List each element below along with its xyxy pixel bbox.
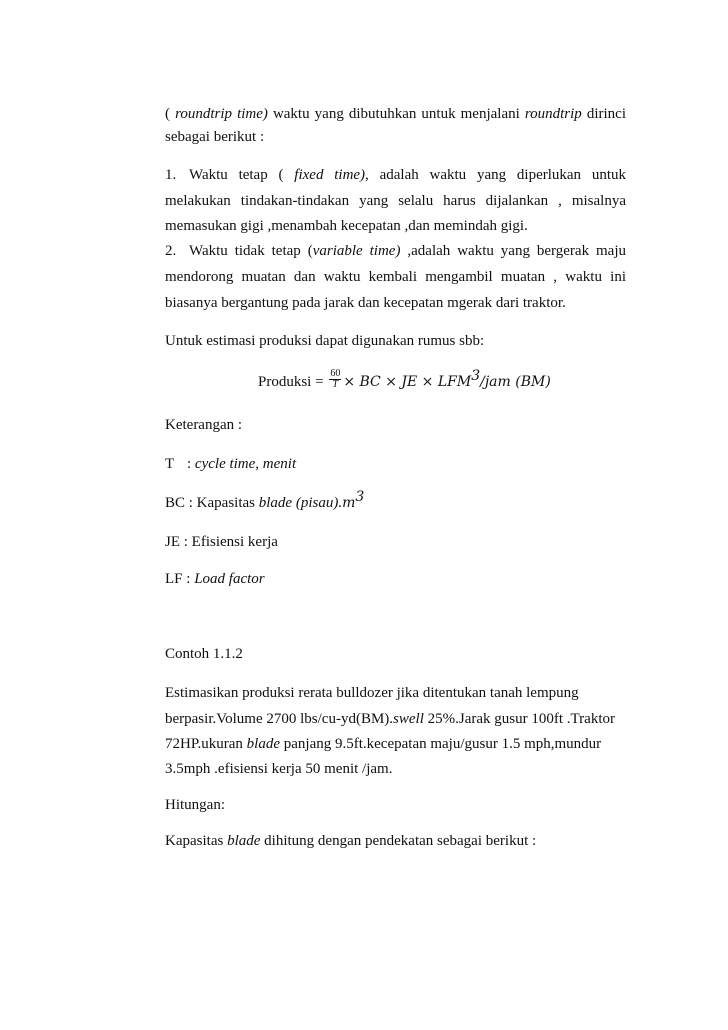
- formula-exponent: 3: [471, 367, 481, 384]
- para1-line1: [165, 105, 626, 123]
- list-item-1-line2: melakukan tindakan-tindakan yang selalu harus dijalankan , misalnya: [165, 193, 626, 209]
- text-italic: swell: [393, 711, 424, 727]
- formula-lhs: Produksi =: [258, 373, 324, 390]
- text-italic: blade: [246, 736, 280, 752]
- text: ,adalah waktu yang bergerak maju: [400, 243, 627, 259]
- para1-line2: sebagai berikut :: [165, 129, 265, 145]
- fraction-denominator: T: [332, 379, 339, 390]
- keterangan-lf: [165, 570, 626, 588]
- text: LF :: [165, 571, 195, 587]
- text-italic: roundtrip time): [175, 106, 268, 122]
- text: panjang 9.5ft.kecepatan maju/gusur 1.5 mph,mundur: [280, 736, 602, 752]
- contoh-line3: [165, 735, 626, 753]
- fraction-numerator: 60: [330, 368, 341, 379]
- contoh-title: Contoh 1.1.2: [165, 646, 243, 662]
- hitungan-line1: [165, 832, 626, 850]
- formula-tail: /jam (BM): [480, 373, 551, 390]
- text-italic: blade: [227, 833, 261, 849]
- contoh-line1: Estimasikan produksi rerata bulldozer jika ditentukan tanah lempung: [165, 685, 579, 701]
- list-item-2-line3: biasanya bergantung pada jarak dan kecepatan mgerak dari traktor.: [165, 295, 566, 311]
- list-item-1-line3: memasukan gigi ,menambah kecepatan ,dan memindah gigi.: [165, 218, 528, 234]
- formula-fraction: [329, 369, 341, 390]
- unit: m: [342, 495, 356, 511]
- text: dihitung dengan pendekatan sebagai berikut :: [260, 833, 537, 849]
- formula-intro: Untuk estimasi produksi dapat digunakan rumus sbb:: [165, 333, 485, 349]
- keterangan-t: [165, 455, 626, 473]
- text: BC : Kapasitas: [165, 495, 259, 511]
- text-italic: blade (pisau).: [258, 495, 343, 511]
- text: berpasir.Volume 2700 lbs/cu-yd(BM).: [165, 711, 394, 727]
- list-item-2-line2: mendorong muatan dan waktu kembali mengambil muatan , waktu ini: [165, 269, 626, 285]
- text: dirinci: [581, 106, 627, 122]
- text: Waktu tidak tetap (: [189, 243, 313, 259]
- text: :: [187, 456, 195, 472]
- text-italic: roundtrip: [524, 106, 582, 122]
- text: 25%.Jarak gusur 100ft .Traktor: [423, 711, 615, 727]
- formula: [258, 367, 578, 393]
- keterangan-je: JE : Efisiensi kerja: [165, 534, 278, 550]
- text: adalah waktu yang diperlukan untuk: [368, 167, 626, 183]
- text-italic: variable time): [312, 243, 401, 259]
- formula-rhs: × BC × JE × LFM: [343, 373, 472, 390]
- contoh-line4: 3.5mph .efisiensi kerja 50 menit /jam.: [165, 761, 393, 777]
- hitungan-title: Hitungan:: [165, 797, 225, 813]
- text-italic: cycle time, menit: [194, 456, 297, 472]
- contoh-line2: [165, 710, 626, 728]
- list-item-2-line1: [165, 242, 626, 260]
- text: waktu yang dibutuhkan untuk menjalani: [267, 106, 525, 122]
- text: 72HP.ukuran: [165, 736, 247, 752]
- list-number: 2.: [165, 243, 177, 259]
- list-item-1-line1: [165, 166, 626, 184]
- text: Kapasitas: [165, 833, 228, 849]
- text-italic: Load factor: [194, 571, 265, 587]
- keterangan-bc: [165, 489, 626, 512]
- list-number: 1.: [165, 167, 177, 183]
- text-italic: fixed time),: [294, 167, 369, 183]
- text: (: [165, 106, 176, 122]
- unit-exponent: 3: [355, 489, 365, 505]
- term-label: T: [165, 456, 175, 472]
- text: Waktu tetap (: [189, 167, 284, 183]
- keterangan-title: Keterangan :: [165, 417, 243, 433]
